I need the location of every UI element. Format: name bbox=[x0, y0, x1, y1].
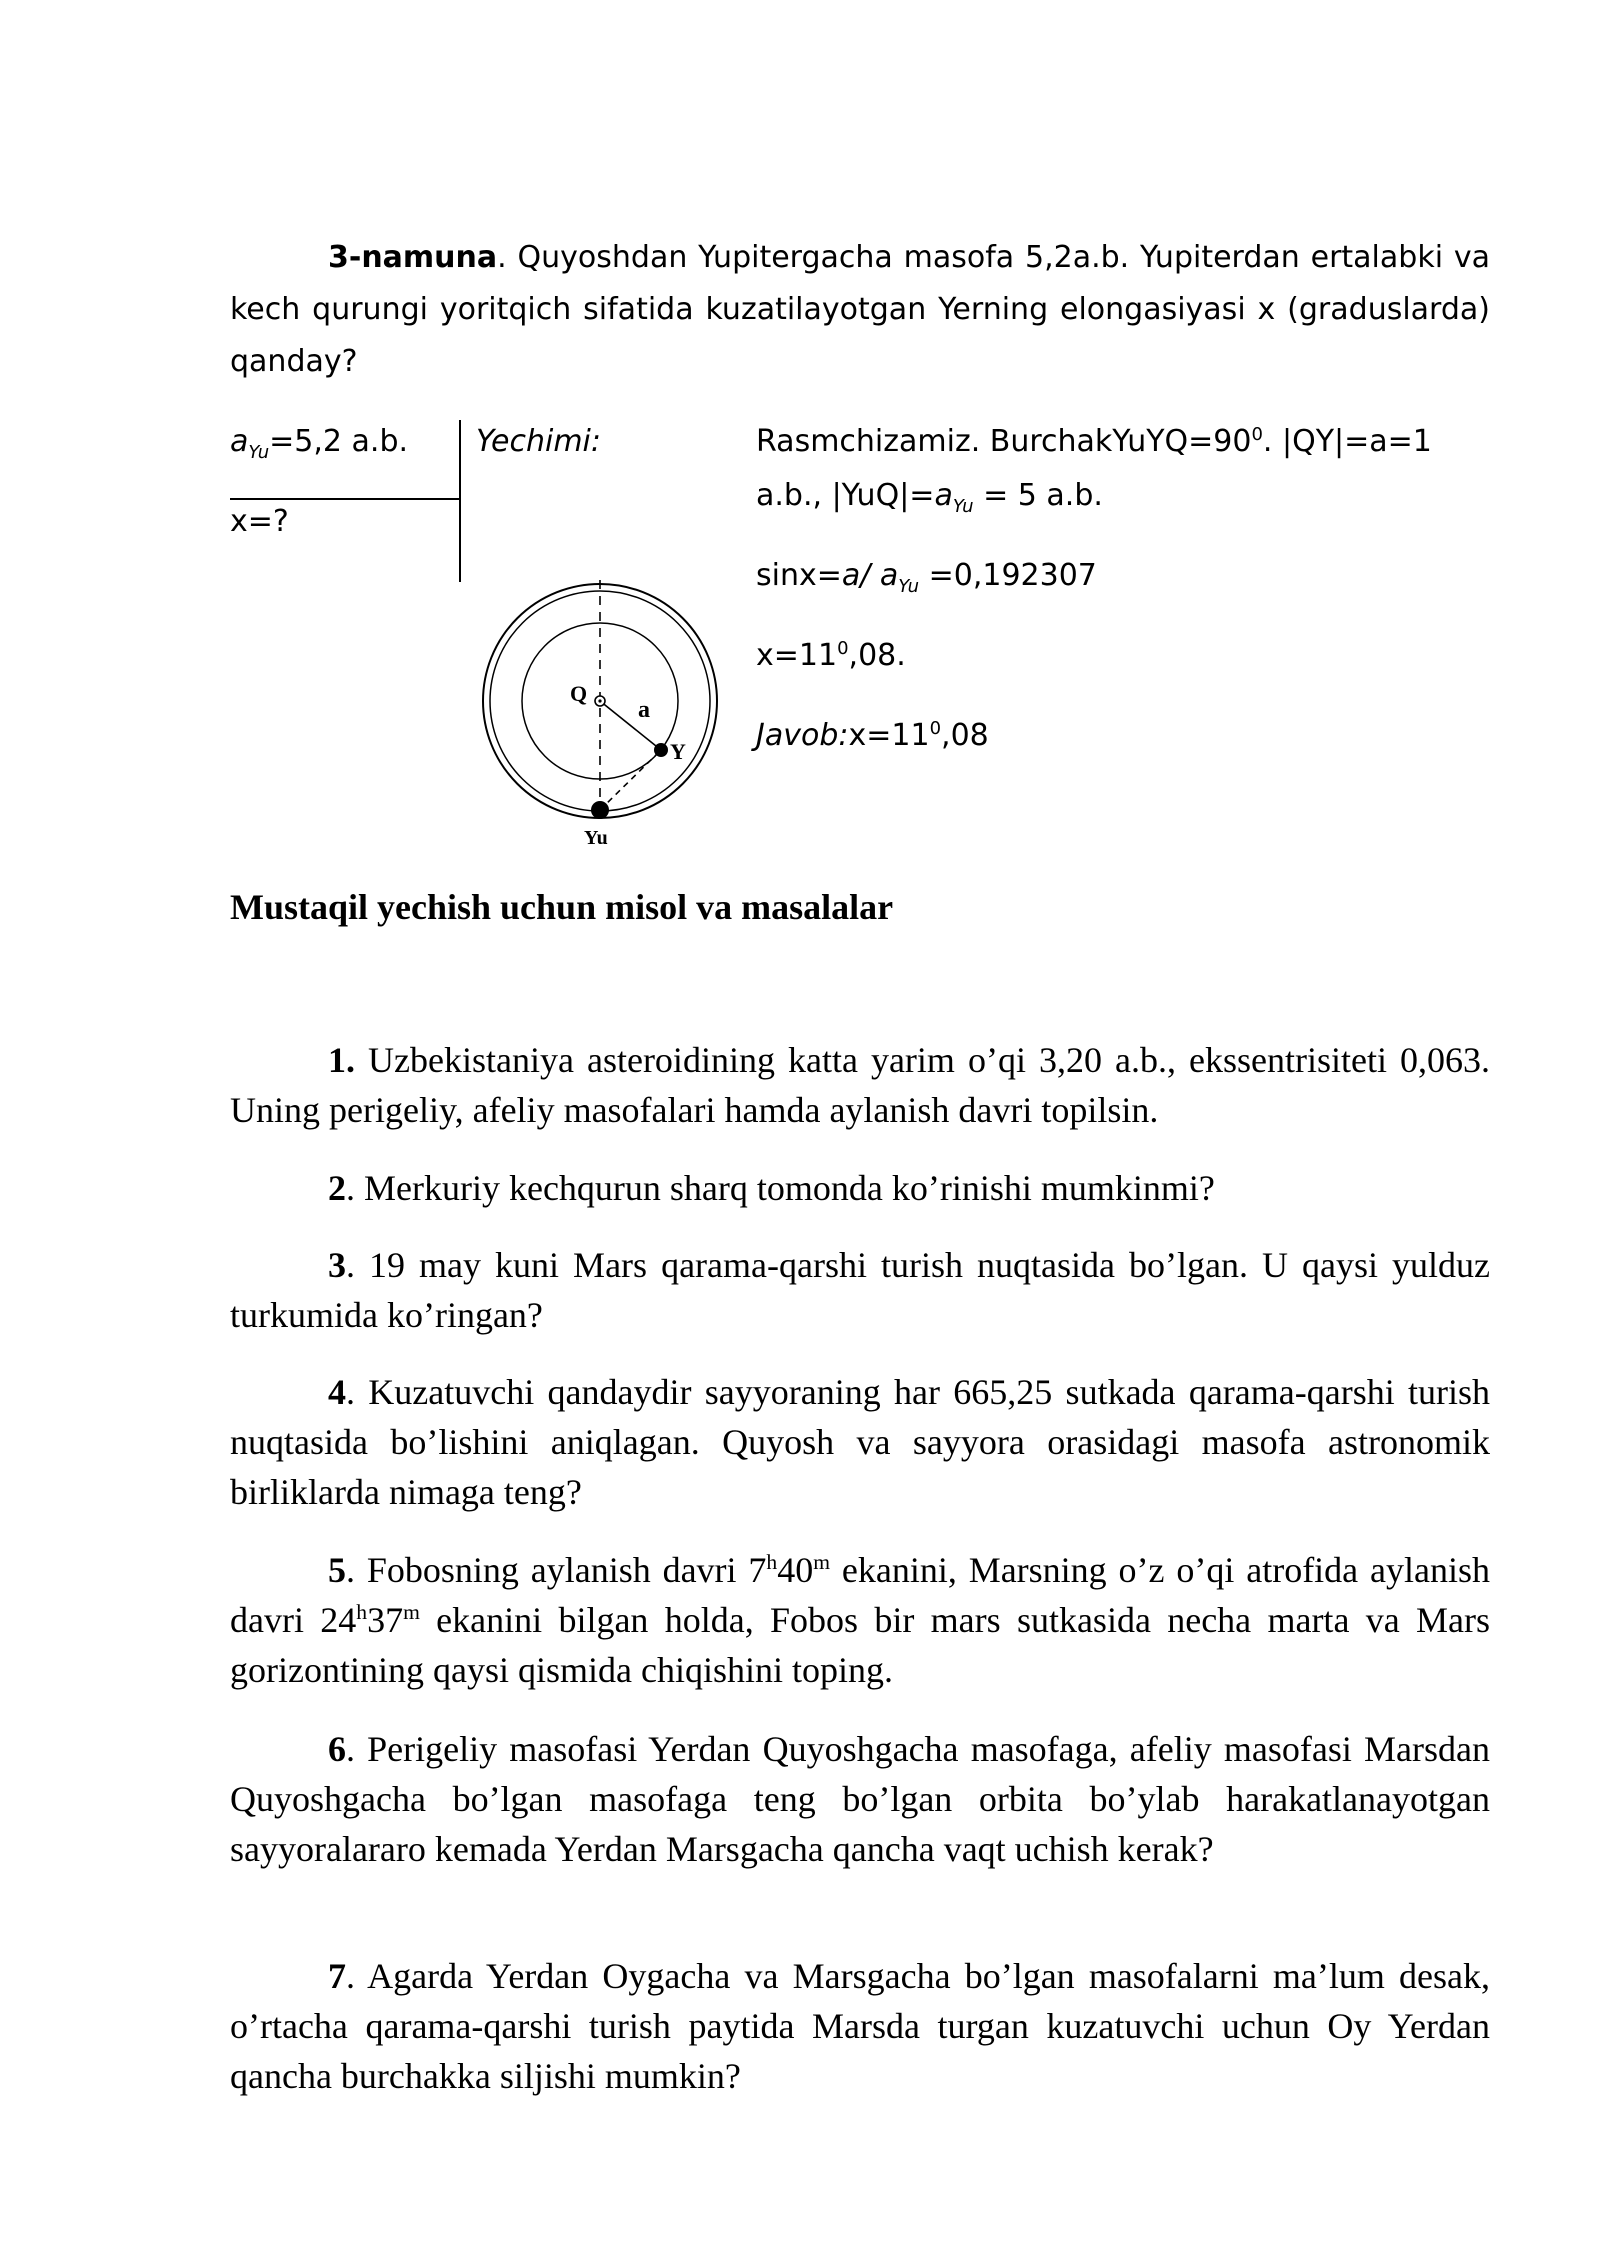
solution-line-2-b: = 5 a.b. bbox=[973, 478, 1103, 513]
problem-5-sup-m2: m bbox=[403, 1600, 420, 1624]
problem-5-part-3: ekanini, Marsning o’z o’qi atrofida aylanish davri 24 bbox=[230, 1550, 1490, 1640]
given-unknown: x=? bbox=[230, 504, 289, 539]
example-title: 3-namuna bbox=[328, 240, 498, 275]
solution-sin-b: =0,192307 bbox=[919, 558, 1097, 593]
label-yu: Yu bbox=[584, 827, 608, 849]
example-paragraph bbox=[230, 232, 1490, 388]
solution-line-2-a: a.b., |YuQ|= bbox=[756, 478, 935, 513]
solution-x-line bbox=[756, 636, 906, 676]
solution-sin-frac: a/ a bbox=[841, 558, 899, 593]
label-y: Y bbox=[670, 739, 686, 764]
solution-line-1-sup: 0 bbox=[1251, 424, 1263, 445]
problem-2-text: . Merkuriy kechqurun sharq tomonda ko’rinishi mumkinmi? bbox=[346, 1168, 1215, 1208]
problem-3-text: . 19 may kuni Mars qarama-qarshi turish nuqtasida bo’lgan. U qaysi yulduz turkumida ko’ringan? bbox=[230, 1245, 1490, 1335]
problem-4-number: 4 bbox=[328, 1372, 346, 1412]
problem-7-number: 7 bbox=[328, 1956, 346, 1996]
problem-6 bbox=[230, 1724, 1490, 1874]
problem-5-part-2: 40 bbox=[777, 1550, 814, 1590]
problem-6-text: . Perigeliy masofasi Yerdan Quyoshgacha masofaga, afeliy masofasi Marsdan Quyoshgacha bo’lgan masofaga teng bo’lgan orbita bo’ylab harakatlanayotgan sayyoralararo kemada Yerdan Marsgacha qancha vaqt uchish kerak? bbox=[230, 1729, 1490, 1869]
problem-3-number: 3 bbox=[328, 1245, 346, 1285]
problem-2 bbox=[230, 1163, 1490, 1213]
solution-line-2-sub: Yu bbox=[952, 496, 974, 517]
solution-line-2 bbox=[756, 476, 1103, 516]
solution-line-1-a: Rasmchizamiz. BurchakYuYQ=90 bbox=[756, 424, 1252, 459]
given-a-value: =5,2 a.b. bbox=[269, 424, 409, 459]
label-q: Q bbox=[570, 681, 588, 706]
problem-7 bbox=[230, 1951, 1490, 2101]
problem-6-number: 6 bbox=[328, 1729, 346, 1769]
problem-1-text: Uzbekistaniya asteroidining katta yarim o’qi 3,20 a.b., ekssentrisiteti 0,063. Uning perigeliy, afeliy masofalari hamda aylanish davri topilsin. bbox=[230, 1040, 1490, 1130]
problem-7-text: . Agarda Yerdan Oygacha va Marsgacha bo’lgan masofalarni ma’lum desak, o’rtacha qarama-qarshi turish paytida Marsda turgan kuzatuvchi uchun Oy Yerdan qancha burchakka siljishi mumkin? bbox=[230, 1956, 1490, 2096]
solution-line-1-b: . |QY|=a=1 bbox=[1262, 424, 1432, 459]
problem-3 bbox=[230, 1240, 1490, 1340]
solution-answer-a: x=11 bbox=[848, 718, 930, 753]
solution-x-sup: 0 bbox=[837, 638, 849, 659]
jupiter-yu-marker bbox=[591, 801, 609, 819]
solution-label: Yechimi: bbox=[476, 424, 601, 459]
problem-1-number: 1. bbox=[328, 1040, 355, 1080]
label-a: a bbox=[638, 697, 650, 723]
problem-5-part-5: ekanini bilgan holda, Fobos bir mars sutkasida necha marta va Mars gorizontining qaysi qismida chiqishini toping. bbox=[230, 1600, 1490, 1690]
solution-x-a: x=11 bbox=[756, 638, 838, 673]
exercises-heading: Mustaqil yechish uchun misol va masalalar bbox=[230, 887, 894, 927]
given-a-symbol: a bbox=[230, 424, 249, 459]
solution-line-2-asym: a bbox=[934, 478, 953, 513]
solution-sin-line bbox=[756, 556, 1097, 596]
problem-1 bbox=[230, 1035, 1490, 1135]
solution-sin-sub: Yu bbox=[898, 576, 920, 597]
given-divider-horizontal bbox=[230, 498, 460, 500]
problem-5 bbox=[230, 1545, 1490, 1695]
orbit-diagram bbox=[470, 578, 730, 858]
problem-4 bbox=[230, 1367, 1490, 1517]
problem-5-part-4: 37 bbox=[367, 1600, 404, 1640]
problem-5-number: 5 bbox=[328, 1550, 346, 1590]
problem-5-sup-h1: h bbox=[766, 1550, 778, 1574]
solution-line-1 bbox=[756, 422, 1432, 462]
problem-5-sup-m1: m bbox=[813, 1550, 831, 1574]
example-text: . Quyoshdan Yupitergacha masofa 5,2a.b. Yupiterdan ertalabki va kech qurungi yoritqich sifatida kuzatilayotgan Yerning elongasiyasi x (graduslarda) qanday? bbox=[230, 240, 1490, 379]
radius-a-line bbox=[600, 701, 661, 750]
problem-2-number: 2 bbox=[328, 1168, 346, 1208]
given-divider-vertical bbox=[459, 420, 461, 582]
solution-answer bbox=[756, 716, 989, 756]
earth-y-marker bbox=[654, 743, 668, 757]
sun-q-center bbox=[598, 699, 601, 702]
solution-sin-a: sinx= bbox=[756, 558, 842, 593]
solution-answer-sup: 0 bbox=[929, 718, 942, 739]
problem-5-sup-h2: h bbox=[356, 1600, 368, 1624]
problem-5-part-1: . Fobosning aylanish davri 7 bbox=[346, 1550, 767, 1590]
problem-4-text: . Kuzatuvchi qandaydir sayyoraning har 665,25 sutkada qarama-qarshi turish nuqtasida bo’lishini aniqlagan. Quyosh va sayyora orasidagi masofa astronomik birliklarda nimaga teng? bbox=[230, 1372, 1490, 1512]
given-a bbox=[230, 422, 408, 462]
solution-answer-b: ,08 bbox=[941, 718, 989, 753]
solution-x-b: ,08. bbox=[848, 638, 906, 673]
solution-answer-label: Javob: bbox=[756, 718, 849, 753]
given-a-sub: Yu bbox=[248, 442, 270, 463]
